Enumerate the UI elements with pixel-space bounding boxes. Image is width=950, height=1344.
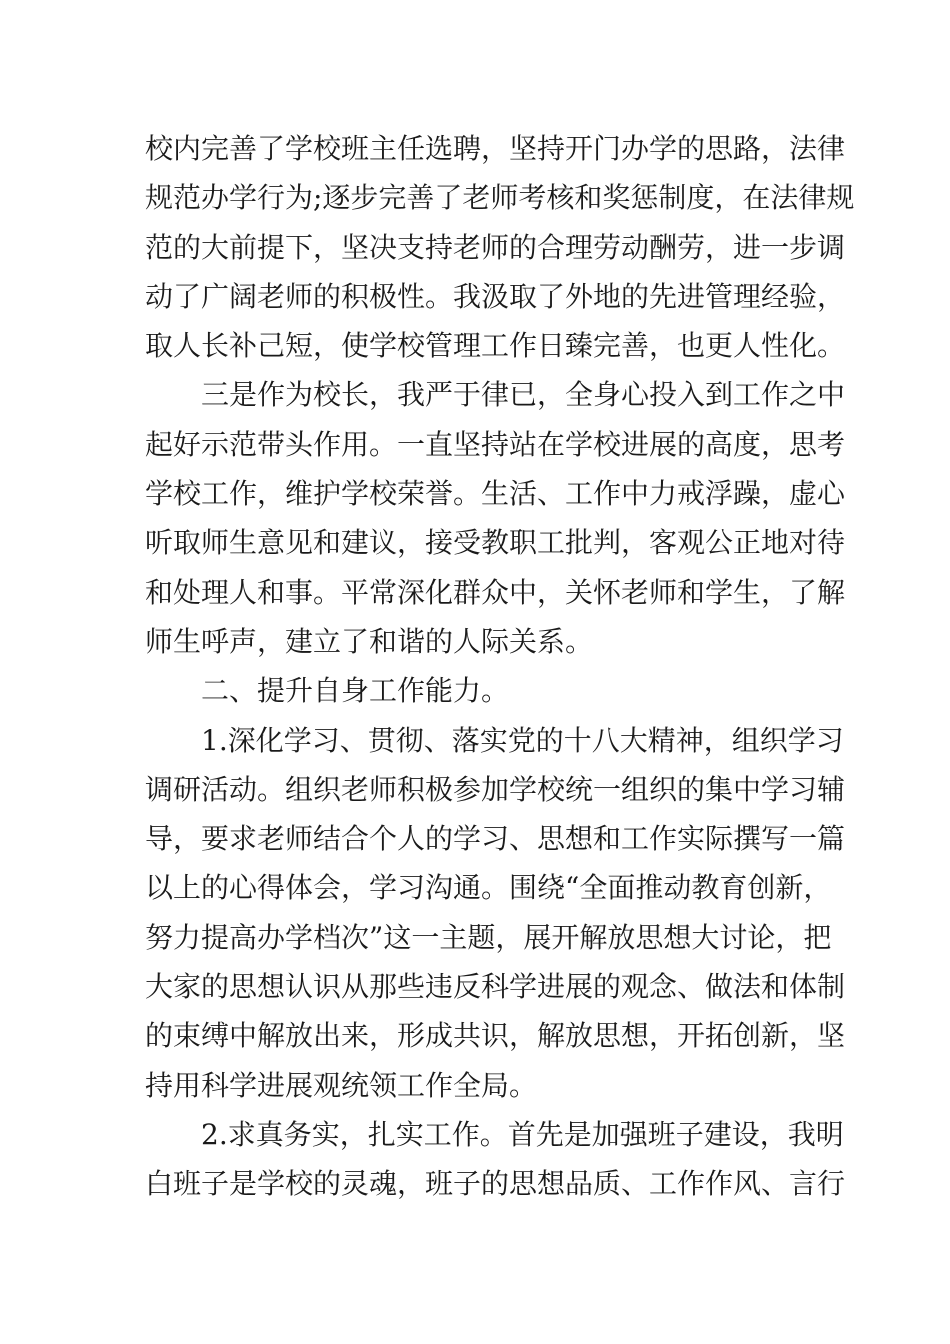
text-line: 的束缚中解放出来，形成共识，解放思想，开拓创新，坚 [145, 1019, 846, 1053]
text-line: 动了广阔老师的积极性。我汲取了外地的先进管理经验， [145, 279, 846, 313]
text-line: 导，要求老师结合个人的学习、思想和工作实际撰写一篇 [145, 822, 846, 856]
text-line: 努力提高办学档次”这一主题，展开解放思想大讨论，把 [145, 920, 832, 954]
text-line: 取人长补己短，使学校管理工作日臻完善，也更人性化。 [145, 329, 846, 363]
text-line: 和处理人和事。平常深化群众中，关怀老师和学生，了解 [145, 575, 846, 609]
text-line: 起好示范带头作用。一直坚持站在学校进展的高度，思考 [145, 427, 846, 461]
text-line: 师生呼声，建立了和谐的人际关系。 [145, 624, 594, 658]
text-line: 范的大前提下，坚决支持老师的合理劳动酬劳，进一步调 [145, 230, 846, 264]
text-line: 学校工作，维护学校荣誉。生活、工作中力戒浮躁，虚心 [145, 477, 846, 511]
paragraph-first-line: 2.求真务实，扎实工作。首先是加强班子建设，我明 [201, 1117, 844, 1151]
text-line: 白班子是学校的灵魂，班子的思想品质、工作作风、言行 [145, 1167, 846, 1201]
text-line: 持用科学进展观统领工作全局。 [145, 1068, 538, 1102]
text-line: 调研活动。组织老师积极参加学校统一组织的集中学习辅 [145, 772, 846, 806]
text-line: 大家的思想认识从那些违反科学进展的观念、做法和体制 [145, 970, 846, 1004]
section-heading: 二、提升自身工作能力。 [201, 674, 510, 708]
body-text [145, 124, 855, 1209]
text-line: 听取师生意见和建议，接受教职工批判，客观公正地对待 [145, 526, 846, 560]
text-line: 规范办学行为;逐步完善了老师考核和奖惩制度，在法律规 [145, 181, 855, 215]
paragraph-first-line: 1.深化学习、贯彻、落实党的十八大精神，组织学习 [201, 723, 844, 757]
text-line: 校内完善了学校班主任选聘，坚持开门办学的思路，法律 [145, 132, 846, 165]
paragraph-first-line: 三是作为校长，我严于律已，全身心投入到工作之中 [201, 378, 846, 412]
text-line: 以上的心得体会，学习沟通。围绕“全面推动教育创新， [145, 871, 832, 905]
